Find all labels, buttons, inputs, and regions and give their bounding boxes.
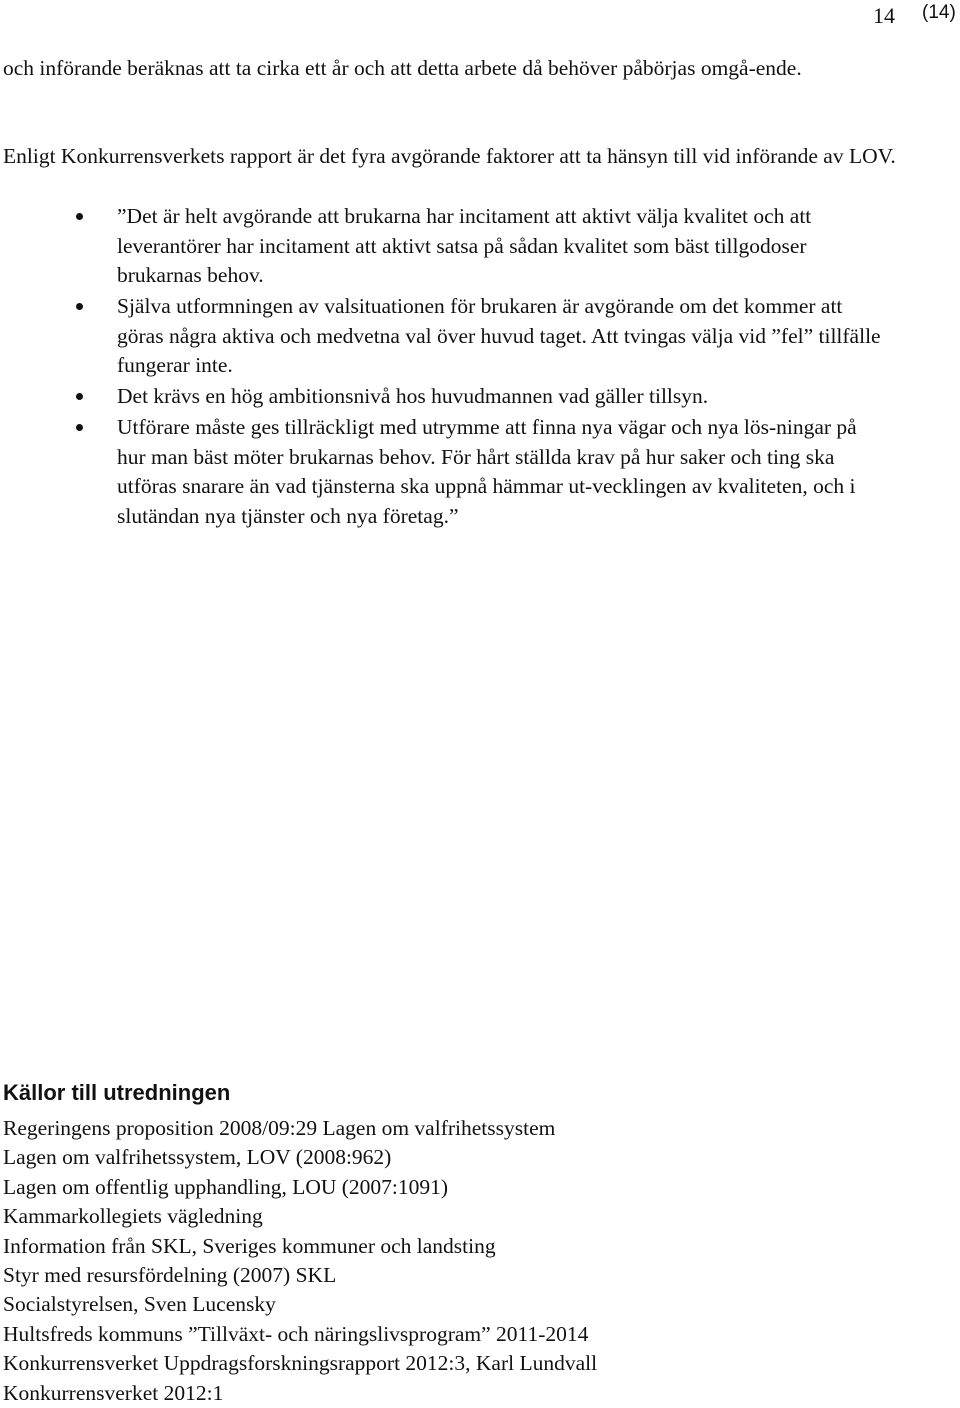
page-number: 14 xyxy=(873,3,895,28)
source-item: Styr med resursfördelning (2007) SKL xyxy=(3,1263,337,1288)
source-item: Regeringens proposition 2008/09:29 Lagen om valfrihetssystem xyxy=(3,1116,556,1140)
list-item-text: Det krävs en hög ambitionsnivå hos huvudmannen vad gäller tillsyn. xyxy=(117,384,709,408)
sources-list xyxy=(3,1114,903,1408)
source-item: Kammarkollegiets vägledning xyxy=(3,1204,263,1229)
bullet-icon xyxy=(76,213,83,220)
source-item: Konkurrensverket 2012:1 xyxy=(3,1380,224,1405)
source-item: Information från SKL, Sveriges kommuner och landsting xyxy=(3,1233,496,1258)
paragraph-intro: och införande beräknas att ta cirka ett år och att detta arbete då behöver påbörjas omgå-ende. xyxy=(3,56,802,80)
list-item-text: Själva utformningen av valsituationen för brukaren är avgörande om det kommer att göras några aktiva och medvetna val över huvud taget. Att tvingas välja vid ”fel” tillfälle fungerar inte. xyxy=(117,294,881,377)
source-item: Konkurrensverket Uppdragsforskningsrapport 2012:3, Karl Lundvall xyxy=(3,1351,598,1376)
bullet-icon xyxy=(76,303,83,310)
paragraph-factors: Enligt Konkurrensverkets rapport är det fyra avgörande faktorer att ta hänsyn till vid införande av LOV. xyxy=(3,144,896,168)
list-item xyxy=(0,413,887,531)
list-item xyxy=(0,292,887,381)
source-item: Lagen om valfrihetssystem, LOV (2008:962) xyxy=(3,1145,392,1170)
bullet-icon xyxy=(76,393,83,400)
list-item-text: Utförare måste ges tillräckligt med utrymme att finna nya vägar och nya lös-ningar på hur man bäst möter brukarnas behov. För hårt ställda krav på hur saker och ting ska utföras snarare än vad tjänsterna ska uppnå hämmar ut-vecklingen av kvaliteten, och i slutändan nya tjänster och nya företag.” xyxy=(117,415,857,528)
list-item xyxy=(0,202,887,291)
source-item: Lagen om offentlig upphandling, LOU (2007:1091) xyxy=(3,1174,449,1199)
source-item: Socialstyrelsen, Sven Lucensky xyxy=(3,1292,276,1317)
factor-list xyxy=(0,202,960,532)
bullet-icon xyxy=(76,424,83,431)
source-item: Hultsfreds kommuns ”Tillväxt- och näringslivsprogram” 2011-2014 xyxy=(3,1321,589,1346)
list-item-text: ”Det är helt avgörande att brukarna har incitament att aktivt välja kvalitet och att leverantörer har incitament att aktivt satsa på sådan kvalitet som bäst tillgodoser brukarnas behov. xyxy=(117,204,812,287)
list-item xyxy=(0,382,887,412)
sources-heading: Källor till utredningen xyxy=(3,1080,231,1105)
page-total: (14) xyxy=(922,2,956,23)
